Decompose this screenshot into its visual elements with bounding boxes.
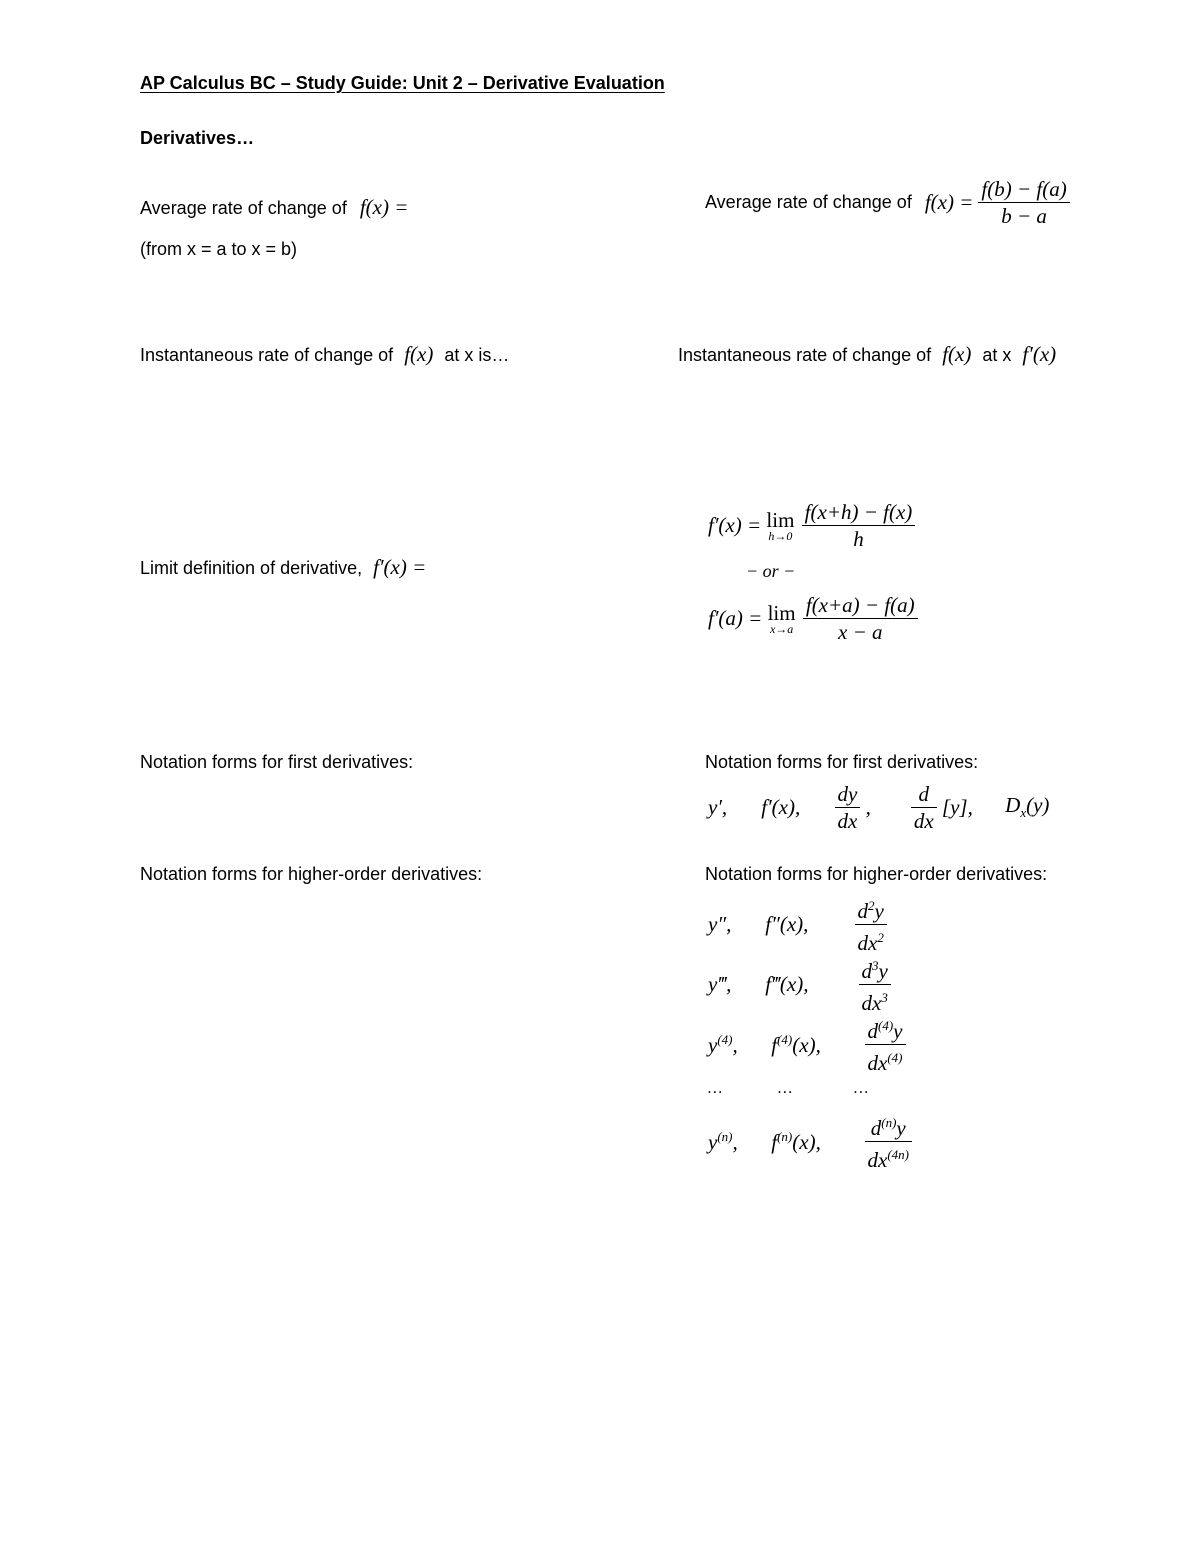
third-f: f‴(x), bbox=[765, 972, 809, 996]
fourth-order-row bbox=[708, 1013, 906, 1076]
left-limit-label: Limit definition of derivative, bbox=[140, 558, 363, 578]
second-y: y″, bbox=[708, 912, 732, 936]
right-inst-math: f(x) bbox=[942, 342, 972, 366]
page-title: AP Calculus BC – Study Guide: Unit 2 – Derivative Evaluation bbox=[140, 73, 665, 93]
right-notation-higher: Notation forms for higher-order derivatives: bbox=[705, 864, 1048, 884]
first-dx: dx bbox=[837, 809, 858, 833]
nth-den-sup: (4n) bbox=[887, 1147, 909, 1162]
fourth-y-comma: , bbox=[732, 1032, 738, 1057]
nth-f-arg: (x), bbox=[792, 1129, 821, 1154]
second-num-sup: 2 bbox=[868, 898, 875, 913]
first-d: d bbox=[911, 781, 937, 808]
third-y: y‴, bbox=[708, 972, 732, 996]
right-limit2-denominator: x − a bbox=[838, 620, 883, 644]
right-limit2-lim-word: lim bbox=[767, 600, 796, 625]
left-limit-math: f′(x) = bbox=[373, 555, 427, 579]
nth-y-sup: (n) bbox=[717, 1128, 733, 1144]
nth-y bbox=[708, 1129, 766, 1155]
right-avg-fraction bbox=[978, 176, 1069, 229]
right-avg-lhs: f(x) = bbox=[924, 190, 974, 214]
first-D-arg: (y) bbox=[1026, 793, 1050, 818]
third-num bbox=[859, 953, 891, 985]
right-limit2-lim bbox=[767, 600, 796, 636]
first-notation-row bbox=[708, 781, 1049, 834]
right-limit1-equation bbox=[708, 499, 915, 552]
right-limit1-lim bbox=[766, 507, 795, 543]
fourth-f-sup: (4) bbox=[777, 1031, 793, 1047]
third-order-row bbox=[708, 953, 891, 1016]
nth-f-base: f bbox=[771, 1129, 778, 1154]
nth-f bbox=[771, 1129, 859, 1155]
right-limit1-fraction bbox=[802, 499, 916, 552]
first-dx2: dx bbox=[913, 809, 934, 833]
first-y-prime: y′, bbox=[708, 795, 728, 819]
third-leibniz bbox=[859, 953, 891, 1016]
right-limit2-numerator: f(x+a) − f(a) bbox=[803, 592, 918, 619]
or-separator: − or − bbox=[746, 561, 796, 581]
right-limit2-fraction bbox=[803, 592, 918, 645]
nth-order-row bbox=[708, 1110, 912, 1173]
nth-y-comma: , bbox=[732, 1129, 738, 1154]
right-avg-numerator: f(b) − f(a) bbox=[978, 176, 1069, 203]
second-den-dx: dx bbox=[857, 931, 878, 955]
right-avg-label: Average rate of change of bbox=[705, 192, 912, 212]
right-limit1-denominator: h bbox=[853, 527, 864, 551]
section-heading: Derivatives… bbox=[140, 128, 255, 148]
second-den-sup: 2 bbox=[877, 930, 884, 945]
first-comma: , bbox=[865, 795, 871, 819]
ellipsis-row bbox=[708, 1080, 868, 1098]
first-ddx bbox=[911, 781, 937, 834]
third-num-d: d bbox=[861, 959, 872, 983]
fourth-y bbox=[708, 1032, 766, 1058]
left-notation-first: Notation forms for first derivatives: bbox=[140, 752, 414, 772]
second-den bbox=[855, 925, 887, 956]
left-avg-math: f(x) = bbox=[359, 195, 409, 219]
first-D-operator bbox=[1005, 793, 1050, 821]
fourth-f bbox=[771, 1032, 859, 1058]
left-limit-row bbox=[140, 555, 426, 580]
left-inst-label: Instantaneous rate of change of bbox=[140, 345, 394, 365]
second-num bbox=[855, 893, 887, 925]
nth-leibniz bbox=[865, 1110, 913, 1173]
third-num-y: y bbox=[878, 959, 888, 983]
fourth-num-sup: (4) bbox=[878, 1018, 894, 1033]
first-D: D bbox=[1005, 793, 1021, 818]
right-notation-first: Notation forms for first derivatives: bbox=[705, 752, 979, 772]
third-den bbox=[859, 985, 891, 1016]
fourth-f-arg: (x), bbox=[792, 1032, 821, 1057]
first-f-prime: f′(x), bbox=[761, 795, 801, 819]
right-inst-label: Instantaneous rate of change of bbox=[678, 345, 932, 365]
nth-den-dx: dx bbox=[867, 1148, 888, 1172]
fourth-f-base: f bbox=[771, 1032, 778, 1057]
left-avg-range: (from x = a to x = b) bbox=[140, 239, 298, 259]
right-limit1-lim-sub: h→0 bbox=[768, 528, 793, 543]
nth-y-base: y bbox=[708, 1129, 718, 1154]
second-f: f″(x), bbox=[765, 912, 809, 936]
left-avg-row bbox=[140, 195, 408, 220]
fourth-den-dx: dx bbox=[867, 1051, 888, 1075]
left-inst-math: f(x) bbox=[404, 342, 434, 366]
nth-num-d: d bbox=[870, 1116, 882, 1140]
right-limit2-lhs: f′(a) = bbox=[708, 606, 763, 630]
right-limit2-lim-sub: x→a bbox=[769, 621, 794, 636]
left-inst-suffix: at x is… bbox=[444, 345, 510, 365]
nth-f-sup: (n) bbox=[777, 1128, 793, 1144]
fourth-den bbox=[865, 1045, 906, 1076]
right-limit1-numerator: f(x+h) − f(x) bbox=[802, 499, 916, 526]
right-inst-row bbox=[678, 342, 1056, 367]
first-dydx bbox=[835, 781, 861, 834]
nth-num-y: y bbox=[896, 1116, 906, 1140]
fourth-y-sup: (4) bbox=[717, 1031, 733, 1047]
right-limit2-equation bbox=[708, 592, 918, 645]
third-num-sup: 3 bbox=[872, 958, 879, 973]
fourth-num-d: d bbox=[867, 1019, 878, 1043]
ellipsis-2: … bbox=[778, 1080, 793, 1097]
second-num-d: d bbox=[857, 899, 868, 923]
fourth-num bbox=[865, 1013, 906, 1045]
nth-den bbox=[865, 1142, 913, 1173]
second-num-y: y bbox=[874, 899, 884, 923]
first-D-sub: x bbox=[1020, 805, 1027, 821]
fourth-y-base: y bbox=[708, 1032, 718, 1057]
ellipsis-3: … bbox=[854, 1080, 869, 1097]
third-den-dx: dx bbox=[861, 991, 882, 1015]
third-den-sup: 3 bbox=[881, 990, 888, 1005]
nth-num-sup: (n) bbox=[881, 1115, 897, 1130]
ellipsis-1: … bbox=[708, 1080, 723, 1097]
right-inst-result: f′(x) bbox=[1022, 342, 1057, 366]
second-order-row bbox=[708, 893, 887, 956]
right-avg-row bbox=[705, 176, 1070, 229]
nth-num bbox=[865, 1110, 913, 1142]
left-avg-label: Average rate of change of bbox=[140, 198, 347, 218]
right-limit1-lhs: f′(x) = bbox=[708, 513, 762, 537]
fourth-den-sup: (4) bbox=[887, 1050, 903, 1065]
left-inst-row bbox=[140, 342, 509, 367]
second-leibniz bbox=[855, 893, 887, 956]
left-notation-higher: Notation forms for higher-order derivatives: bbox=[140, 864, 483, 884]
first-bracket-y: [y], bbox=[941, 795, 973, 819]
fourth-num-y: y bbox=[893, 1019, 903, 1043]
first-dy: dy bbox=[835, 781, 861, 808]
right-inst-mid: at x bbox=[982, 345, 1012, 365]
fourth-leibniz bbox=[865, 1013, 906, 1076]
right-limit1-lim-word: lim bbox=[766, 507, 795, 532]
right-avg-denominator: b − a bbox=[1001, 204, 1047, 228]
